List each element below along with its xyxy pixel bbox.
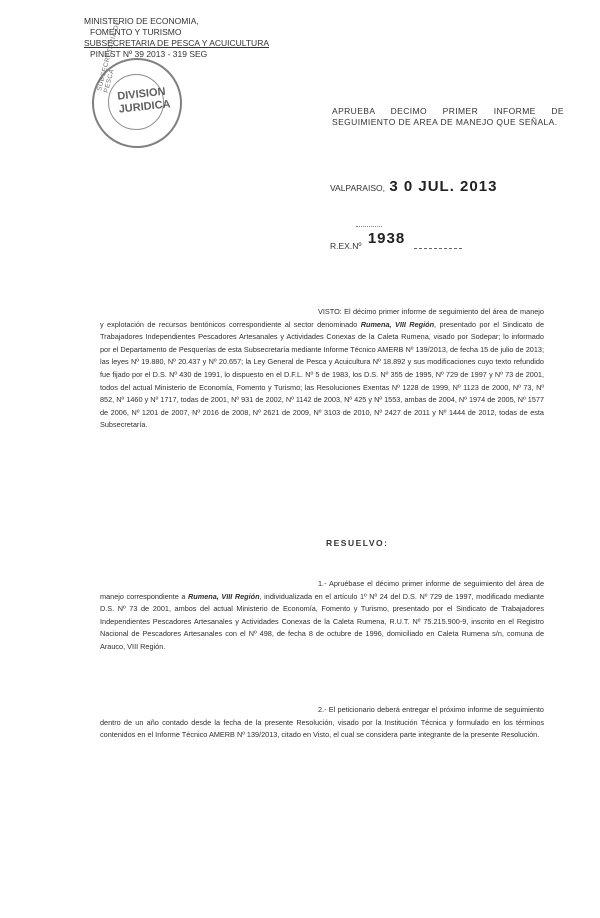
resuelvo-paragraph-2 (100, 704, 544, 742)
rex-dotted-line (356, 226, 382, 227)
p1-text-pre: 1.- Apruébase el décimo primer informe de seguimiento del área de manejo correspondiente a (100, 579, 544, 601)
stamp-line-2: JURIDICA (118, 98, 172, 116)
stamp-center-text (117, 85, 171, 116)
internal-reference: PINEST Nº 39 2013 - 319 SEG (90, 49, 208, 59)
subsecretaria-name: SUBSECRETARIA DE PESCA Y ACUICULTURA (84, 38, 270, 48)
visto-lead: VISTO: (318, 307, 342, 316)
stamp-line-1: DIVISION (116, 85, 167, 103)
visto-area-name: Rumena, VIII Región (360, 319, 435, 329)
ministry-name: MINISTERIO DE ECONOMIA, (84, 16, 199, 26)
visto-text-post: , presentado por el Sindicato de Trabajadores Independientes Pescadores Artesanales y Actividades Conexas de la Caleta Rumena, visado por Sodepar; lo informado por el Departamento de Pesquerías de esta Subsecretaría mediante Informe Técnico AMERB Nº 139/2013, de fecha 15 de julio de 2013; las leyes Nº 19.880, Nº 20.437 y Nº 20.657; la Ley General de Pesca y Acuicultura Nº 18.892 y sus modificaciones cuyo texto refundido fue fijado por el D.S. Nº 430 de 1991, lo dispuesto en el D.F.L. Nº 5 de 1983, los D.S. Nº 355 de 1995, Nº 729 de 1997 y Nº 73 de 2001, todos del actual Ministerio de Economía, Fomento y Turismo; las Resoluciones Exentas Nº 1228 de 1999, Nº 1123 de 2000, Nº 73, Nº 852, Nº 1460 y Nº 1717, todas de 2001, Nº 931 de 2002, Nº 1142 de 2003, Nº 425 y Nº 1553, ambas de 2004, Nº 1974 de 2005, Nº 1577 de 2006, Nº 1201 de 2007, Nº 2016 de 2008, Nº 2621 de 2009, Nº 3103 de 2010, Nº 2427 de 2011 y Nº 1444 de 2012, todas de esta Subsecretaría. (100, 319, 545, 430)
visto-text-pre: El décimo primer informe de seguimiento del área de manejo y explotación de recursos bentónicos correspondiente al sector denominado (100, 307, 544, 329)
resuelvo-heading: RESUELVO: (326, 538, 389, 548)
p1-text-post: , individualizada en el artículo 1º Nº 24 del D.S. Nº 729 de 1997, modificado mediante D.S. Nº 73 de 2001, ambos del actual Ministerio de Economía, Fomento y Turismo, presentado por el Sindicato de Trabajadores Independientes Pescadores Artesanales y Actividades Conexas de la Caleta Rumena, R.U.T. Nº 75.215.900-9, inscrito en el Registro Nacional de Pescadores Artesanales con el Nº 498, de fecha 8 de octubre de 1996, domiciliado en Caleta Rumena s/n, comuna de Arauco, VIII Región. (100, 591, 545, 651)
place-label: VALPARAISO, (330, 183, 385, 193)
resolution-number (330, 230, 462, 253)
place-and-date (330, 178, 497, 195)
visto-paragraph (100, 306, 544, 432)
p2-text: 2.- El peticionario deberá entregar el próximo informe de seguimiento dentro de un año contado desde la fecha de la presente Resolución, visado por la Institución Técnica y formulado en los términos contenidos en el Informe Técnico AMERB Nº 139/2013, citado en Visto, el cual se considera parte integrante de la presente Resolución. (100, 705, 544, 740)
rex-underline (414, 248, 462, 249)
rex-label: R.EX.Nº (330, 241, 362, 251)
resolution-subject: APRUEBA DECIMO PRIMER INFORME DE SEGUIMIENTO DE AREA DE MANEJO QUE SEÑALA. (332, 106, 564, 127)
resuelvo-paragraph-1 (100, 578, 544, 654)
stamp-ring-text: SUBSECRETARIA DE PESCA (96, 19, 122, 94)
handwritten-date: 3 0 JUL. 2013 (389, 178, 498, 195)
p1-area-name: Rumena, VIII Región (187, 591, 260, 601)
rex-number: 1938 (367, 230, 406, 247)
ministry-subname: FOMENTO Y TURISMO (90, 27, 182, 37)
